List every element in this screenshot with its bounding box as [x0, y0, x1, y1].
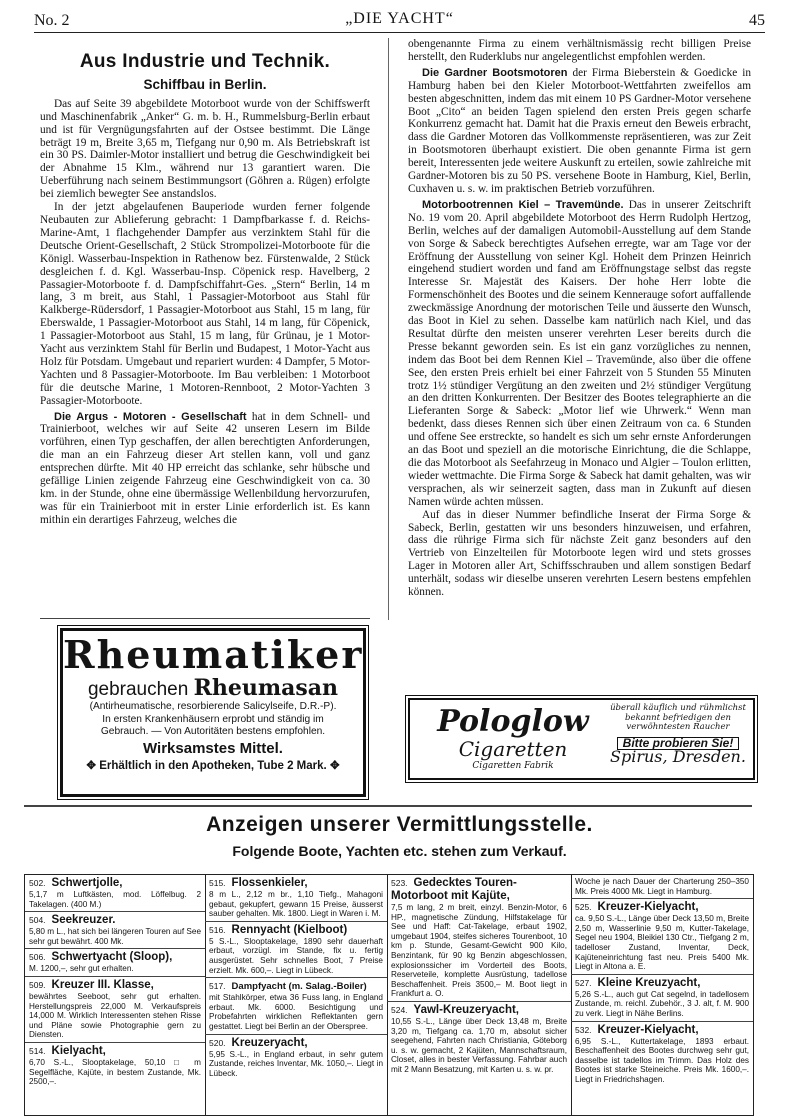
- paragraph: In der jetzt abgelaufenen Bauperiode wurden ferner folgende Neubauten zur Ablieferung gebracht: 1 Dampfbarkasse f. d. Reichs-Marine-Amt, 1 flachgehender Dampfer aus verzinktem Stahl für die Deutsche Orient-Gesellschaft, 2 Stück Strompolizei-Motorboote für die Königl. Wasserbau-Inspektion in Rathenow bez. Fürstenwalde, 2 Stück desgleichen f. d. Kgl. Wasserbau-Insp. Cöpenick resp. Havelberg, 2 Passagier-Motorboote f. d. Dampfschiffahrt-Ges. „Stern“ Berlin, 14 m lang, 3 m breit, aus Stahl, 1 Passagier-Motorboot aus Stahl für Kalkberge-Rüdersdorf, 1 Passagier-Motorboot aus Stahl, 15 m lang, für Eberswalde, 1 Passagier-Motorboot aus Stahl, 14 m lang, für Cöpenick, 1 Passagier-Motorboot aus Stahl, 15 m lang, für Grünau, je 1 Motor-Yacht aus verzinktem Stahl für Berlin und Budapest, 1 Motor-Yacht aus Holz für Potsdam. Umgebaut und repariert wurden: 4 Dampfer, 5 Motor-Yachten und 8 Passagier-Motorboote. Im Bau verbleiben: 1 Motorboot für die deutsche Marine, 1 Motoren-Rennboot, 2 Motor-Yachten 3 Passagier-Motorboote.: [40, 201, 370, 407]
- listing-number: 517.: [209, 981, 226, 992]
- listing-number: 523.: [391, 878, 408, 888]
- listing-desc: M. 1200,–, sehr gut erhalten.: [29, 964, 134, 974]
- listing-number: 520.: [209, 1037, 226, 1048]
- advert-maker: Spirus, Dresden.: [610, 747, 746, 766]
- listing-desc: Woche je nach Dauer der Charterung 250–350 Mk. Preis 4000 Mk. Liegt in Hamburg.: [575, 877, 749, 896]
- listing-entry: [571, 899, 753, 975]
- listing-entry: [205, 978, 387, 1034]
- advert-callout: Bitte probieren Sie!: [617, 737, 739, 751]
- advert-brand: [418, 704, 608, 771]
- listing-entry: [387, 875, 571, 1002]
- listing-name: Schwertyacht (Sloop),: [51, 951, 173, 964]
- right-column: [408, 38, 751, 599]
- section-title: Aus Industrie und Technik.: [79, 51, 331, 72]
- paragraph-text: hat in dem Schnell- und Trainierboot, welches wir auf Seite 42 unseren Lesern im Bilde vorführen, einen Typ geschaffen, der allen berechtigten Anforderungen, die man an ein Fahrzeug dieser Art stellen kann, voll und ganz entsprechen dürfte. Mit 40 HP erreicht das schlanke, sehr hübsche und gefällige Linien zeigende Fahrzeug eine Geschwindigkeit von ca. 30 km. in der Stunde, ohne eine übermässige Wellenbildung hervorzurufen, was für ein Trainierboot mit in erster Linie erforderlich ist. Es kann mithin ein derartiges Fahrzeug, welches die: [40, 410, 370, 526]
- listing-desc: 5,1,7 m Luftkästen, mod. Löffelbug. 2 Takelagen. (400 M.): [29, 890, 201, 909]
- listing-name: Yawl-Kreuzeryacht,: [413, 1003, 520, 1016]
- listing-entry: [205, 1035, 387, 1081]
- listing-name: Flossenkieler,: [231, 877, 308, 889]
- listing-entry: [25, 949, 205, 977]
- listing-number: 502.: [29, 878, 46, 888]
- divider: [24, 805, 752, 807]
- ornament-icon: ✥: [329, 759, 340, 772]
- paragraph: Auf das in dieser Nummer befindliche Inserat der Firma Sorge & Sabeck, Berlin, gestatten wir uns besonders hinzuweisen, und erfahren, dass die rührige Firma sich für nächste Zeit ganz besonders auf den Vertrieb von Einzelteilen für Motorboote legen wird und stets grosses Lager in Motoren aller Art, Schiffsschrauben und allem sonstigen Bedarf unterhält, sodass wir dieselbe unseren verehrten Lesern bestens empfehlen können.: [408, 508, 751, 599]
- listing-column: [205, 875, 388, 1115]
- listing-subtitle: Folgende Boote, Yachten etc. stehen zum Verkauf.: [232, 843, 567, 859]
- listing-number: 524.: [391, 1004, 408, 1015]
- listing-desc: mit Stahlkörper, etwa 36 Fuss lang, in England erbaut. Mk. 6000. Besichtigung und Probefahrten wirklichen Reflektanten gern gestattet. Liegt bei Berlin an der Oberspree.: [209, 993, 383, 1031]
- listing-number: 516.: [209, 924, 226, 935]
- listing-desc: 5 S.-L., Slooptakelage, 1890 sehr dauerhaft erbaut, vorzügl. im Stande, fix u. fertig ausgerüstet. Sehr schnelles Boot, 7 Preise erzielt. Mk. 600,–. Liegt in Lübeck.: [209, 936, 383, 975]
- listing-name: Rennyacht (Kielboot): [231, 923, 348, 936]
- advert-text: überall käuflich und rühmlichst bekannt befriedigen den verwöhntesten Raucher: [610, 703, 746, 732]
- listing-entry: [25, 875, 205, 912]
- listing-entry: [25, 1043, 205, 1089]
- listing-desc: 5,26 S.-L., auch gut Cat segelnd, in tadellosem Zustande, m. reichl. Zubehör., 3 J. alt, f. M. 900 zu verk. Liegt in Nähe Berlins.: [575, 989, 749, 1018]
- listing-name: Kreuzer-Kielyacht,: [597, 901, 699, 914]
- listing-number: 504.: [29, 915, 46, 926]
- listing-entry: [571, 1022, 753, 1087]
- advert-side: [610, 703, 746, 766]
- listing-desc: 5,80 m L., hat sich bei längeren Touren auf See sehr gut bewährt. 400 Mk.: [29, 927, 201, 946]
- listing-entry: [205, 875, 387, 922]
- listing-number: 515.: [209, 878, 226, 888]
- listing-column: [25, 875, 206, 1115]
- listing-name: Schwertjolle,: [51, 877, 123, 889]
- listing-number: 506.: [29, 952, 46, 963]
- advert-claim: Wirksamstes Mittel.: [143, 739, 283, 757]
- paragraph-lead: Die Gardner Bootsmotoren: [422, 66, 568, 79]
- ornament-icon: ✥: [86, 759, 97, 772]
- advert-text: (Antirheumatische, resorbierende Salicylseife, D.R.-P).: [89, 701, 337, 712]
- rheumasan-advert: [60, 628, 366, 797]
- listing-entry: [571, 875, 753, 899]
- advert-product: Rheumasan: [193, 675, 339, 701]
- listing-entry: [571, 975, 753, 1022]
- listing-desc: 10,55 S.-L., Länge über Deck 13,48 m, Breite 3,20 m, Tiefgang ca. 1,70 m, absolut sicher seegehend, Fahrten nach Christiania, Göteborg u. s. w. gemacht, 2 Kajüten, Mannschaftsraum, Closet, alles in bester Verfassung. Fahrbar auch mit 2 Mann Besatzung, mit Karten u. s. w. pr.: [391, 1016, 567, 1074]
- listing-grid: [24, 874, 754, 1116]
- listing-name: Kreuzeryacht,: [231, 1036, 308, 1049]
- listing-name: Kleine Kreuzyacht,: [597, 976, 701, 989]
- advert-text: gebrauchen: [87, 679, 189, 700]
- listing-desc: 6,95 S.-L., Kuttertakelage, 1893 erbaut. Beschaffenheit des Bootes durchweg sehr gut, dasselbe ist tadellos im Trimm. Das Holz des Bootes ist starke Steineiche. Preis Mk. 1600,–. Liegt in Friedrichshagen.: [575, 1036, 749, 1084]
- paragraph: [408, 67, 751, 196]
- paragraph: obengenannte Firma zu einem verhältnismässig recht billigen Preise herstellt, den Ruderklubs nur angelegentlichst empfohlen werden.: [408, 38, 751, 63]
- column-divider: [388, 38, 389, 620]
- advert-text: In ersten Krankenhäusern erprobt und ständig im: [102, 713, 324, 725]
- issue-number: No. 2: [34, 12, 70, 29]
- listing-entry: [25, 977, 205, 1043]
- journal-title: „DIE YACHT“: [345, 10, 454, 27]
- page-header: [34, 8, 765, 33]
- paragraph: [408, 199, 751, 509]
- listing-name: Seekreuzer.: [51, 914, 116, 927]
- listing-name: Kreuzer III. Klasse,: [51, 978, 154, 991]
- listing-desc: 8 m L., 2,12 m br., 1,10 Tiefg., Mahagoni gebaut, gekupfert, gewann 15 Preise, äusserst sauber gehalten. Mk. 1800. Liegt in Waren i. M.: [209, 890, 383, 919]
- listing-column: [571, 875, 753, 1115]
- pologlow-advert: [408, 698, 755, 780]
- advert-text: Erhältlich in den Apotheken, Tube 2 Mark.: [99, 759, 327, 772]
- listing-desc: ca. 9,50 S.-L., Länge über Deck 13,50 m, Breite 2,50 m, Wasserlinie 9,50 m, Kutter-Takelage, Segel neu 1904, Bleikiel 130 Ctr., Tiefgang 2 m, tadelloser Zustand, Inventar, Deck, Kajüteneinrichtung fast neu. Preis 5400 Mk. Liegt in Altona a. E.: [575, 914, 749, 972]
- listing-name: Kreuzer-Kielyacht,: [597, 1023, 699, 1036]
- paragraph-lead: Motorbootrennen Kiel – Travemünde.: [422, 198, 624, 211]
- advert-text: Gebrauch. — Von Autoritäten bestens empfohlen.: [100, 726, 326, 737]
- listing-number: 514.: [29, 1045, 46, 1056]
- divider: [40, 618, 370, 619]
- listing-column: [387, 875, 572, 1115]
- brand-name: Pologlow: [437, 704, 589, 739]
- listing-number: 525.: [575, 902, 592, 913]
- paragraph-text: der Firma Bieberstein & Goedicke in Hamburg haben bei den Kieler Motorboot-Wettfahrten zweifellos am besten abgeschnitten, indem das mit einem 10 PS Gardner-Motor versehene Boot „Cito“ an beiden Tagen spielend den ersten Preis gegen scharfe Konkurrenz gemacht hat. Damit hat die Praxis erneut den Beweis erbracht, dass die Gardner Motoren das Vollkommenste repräsentieren, was zur Zeit in Bootsmotoren überhaupt existiert. Die oben genannte Firma ist gern bereit, Interessenten jede weitere Auskunft zu erteilen, sowie zahlreiche mit Gardner-Motoren bis zu 50 PS. versehene Boote in Hamburg, Kiel, Berlin, Cuxhaven u. s. w. im praktischen Betrieb vorzuführen.: [408, 66, 752, 195]
- listing-title: Anzeigen unserer Vermittlungsstelle.: [206, 813, 593, 836]
- listing-name: Dampfyacht (m. Salag.-Boiler): [231, 981, 367, 993]
- advert-subline: [63, 675, 363, 701]
- listing-number: 527.: [575, 977, 592, 988]
- listing-name: Gedecktes Touren-Motorboot mit Kajüte,: [391, 877, 517, 902]
- listing-entry: [205, 922, 387, 978]
- listing-desc: 5,95 S.-L., in England erbaut, in sehr gutem Zustande, reiches Inventar, Mk. 1050,–. Liegt in Lübeck.: [209, 1049, 383, 1078]
- advert-headline: Rheumatiker: [63, 632, 364, 677]
- page-number: 45: [749, 12, 765, 29]
- paragraph-lead: Die Argus - Motoren - Gesellschaft: [54, 410, 247, 423]
- listing-name: Kielyacht,: [51, 1044, 106, 1057]
- paragraph: [40, 411, 370, 527]
- paragraph-text: Das in unserer Zeitschrift No. 19 vom 20. April abgebildete Motorboot des Herrn Rudolph Hertzog, Berlin, welches auf der damaligen Automobil-Ausstellung auf dem Stande von Sorge & Sabeck berechtigtes Aufsehen erregte, war am Tage vor der Eröffnung der Ausstellung von seiner Kgl. Hoheit dem Prinzen Heinrich eingehend studiert worden und fand am Eröffnungstage selbst das regste Interesse Sr. Majestät des Kaisers. Der hohe Herr lobte die Formenschönheit des Bootes und die seinem Kennerauge sofort auffallende zweckmässige Anordnung der motorischen Teile und äusserte den Wunsch, das Boot in Kiel zu sehen. Dasselbe kam natürlich nach Kiel, und das Resultat dürfte den meisten unserer verehrten Leser bereits durch die Presse bekannt geworden sein. Es ist ein ganz vorzügliches zu nennen, indem das Boot bei dem Rennen Kiel – Travemünde, also über die offene See, den ersten Preis erhielt bei einer Fahrzeit von 5 Stunden 55 Minuten trotz 1½ stündiger Vergütung an den zweiten und 2½ stündiger Vergütung an den dritten Konkurrenten. Der Besitzer des Bootes telegraphierte an die Lieferanten Sorge & Sabeck: „Motor lief wie Uhrwerk.“ Wenn man bedenkt, dass dieses Rennen sich über einen Zeitraum von ca. 6 Stunden und offene See erstreckte, so handelt es sich um sehr ernste Anforderungen an das Boot und speziell an die motorische Einrichtung, die die Schlappe, die das Motorboot als Seefahrzeug in Monaco und Algier – Toulon erlitten, wieder wettmachte. Die Firma Sorge & Sabeck hat damit gehalten, was wir versprachen, als wir seinerzeit sagten, dass man in Zukunft auf diesen Namen würde achten müssen.: [408, 198, 752, 508]
- subsection-title: Schiffbau in Berlin.: [143, 76, 267, 92]
- listing-entry: [387, 1002, 571, 1077]
- listing-desc: bewährtes Seeboot, sehr gut erhalten. Herstellungspreis 22,000 M. Verkaufspreis 14,000 M. Wirklich Interessenten stehen Risse und Pläne sowie Photographie gern zu Diensten.: [29, 991, 201, 1040]
- paragraph: Das auf Seite 39 abgebildete Motorboot wurde von der Schiffswerft und Maschinenfabrik „Anker“ G. m. b. H., Rummelsburg-Berlin erbaut und ist für Vergnügungsfahrten auf der Ostsee bestimmt. Die Länge beträgt 19 m, Breite 3,65 m, Tiefgang nur 0,90 m. Als Betriebskraft ist ein 30 PS. Daimler-Motor installiert und betrug die Geschwindigkeit bei der Abnahme 15 Klm., während nur 13 garantiert waren. Die Ueberführung nach seinem Bestimmungsort (Göhren a. Rügen) erfolgte bei ziemlich bewegter See anstandslos.: [40, 97, 370, 201]
- listing-number: 532.: [575, 1024, 592, 1035]
- advert-availability: [63, 758, 363, 772]
- listing-desc: 7,5 m lang, 2 m breit, einzyl. Benzin-Motor, 6 HP., magnetische Zündung, Hilfstakelage für See und Haff: Cat-Takelage, erbaut 1902, umgebaut 1904, steifes sicheres Tourenboot, 10 km p. Stunde, Gesamt-Gewicht 900 Kilo, Benzintank, für 90 kg Benzin abgeschlossen, explosionssicher im Vorderteil des Boots, Reserveteile, komplette Ausrüstung, tadellose Beschaffenheit. Preis 3500,– M. Boot liegt in Frankfurt a. O.: [391, 903, 567, 999]
- brand-factory: Cigaretten Fabrik: [472, 761, 554, 771]
- listing-entry: [25, 912, 205, 949]
- listing-number: 509.: [29, 979, 46, 990]
- brand-product: Cigaretten: [458, 737, 568, 761]
- left-column: [40, 38, 370, 527]
- listing-desc: 6,70 S.-L., Slooptakelage, 50,10 □ m Segelfläche, Kajüte, in bestem Zustande, Mk. 2500,–.: [29, 1057, 201, 1087]
